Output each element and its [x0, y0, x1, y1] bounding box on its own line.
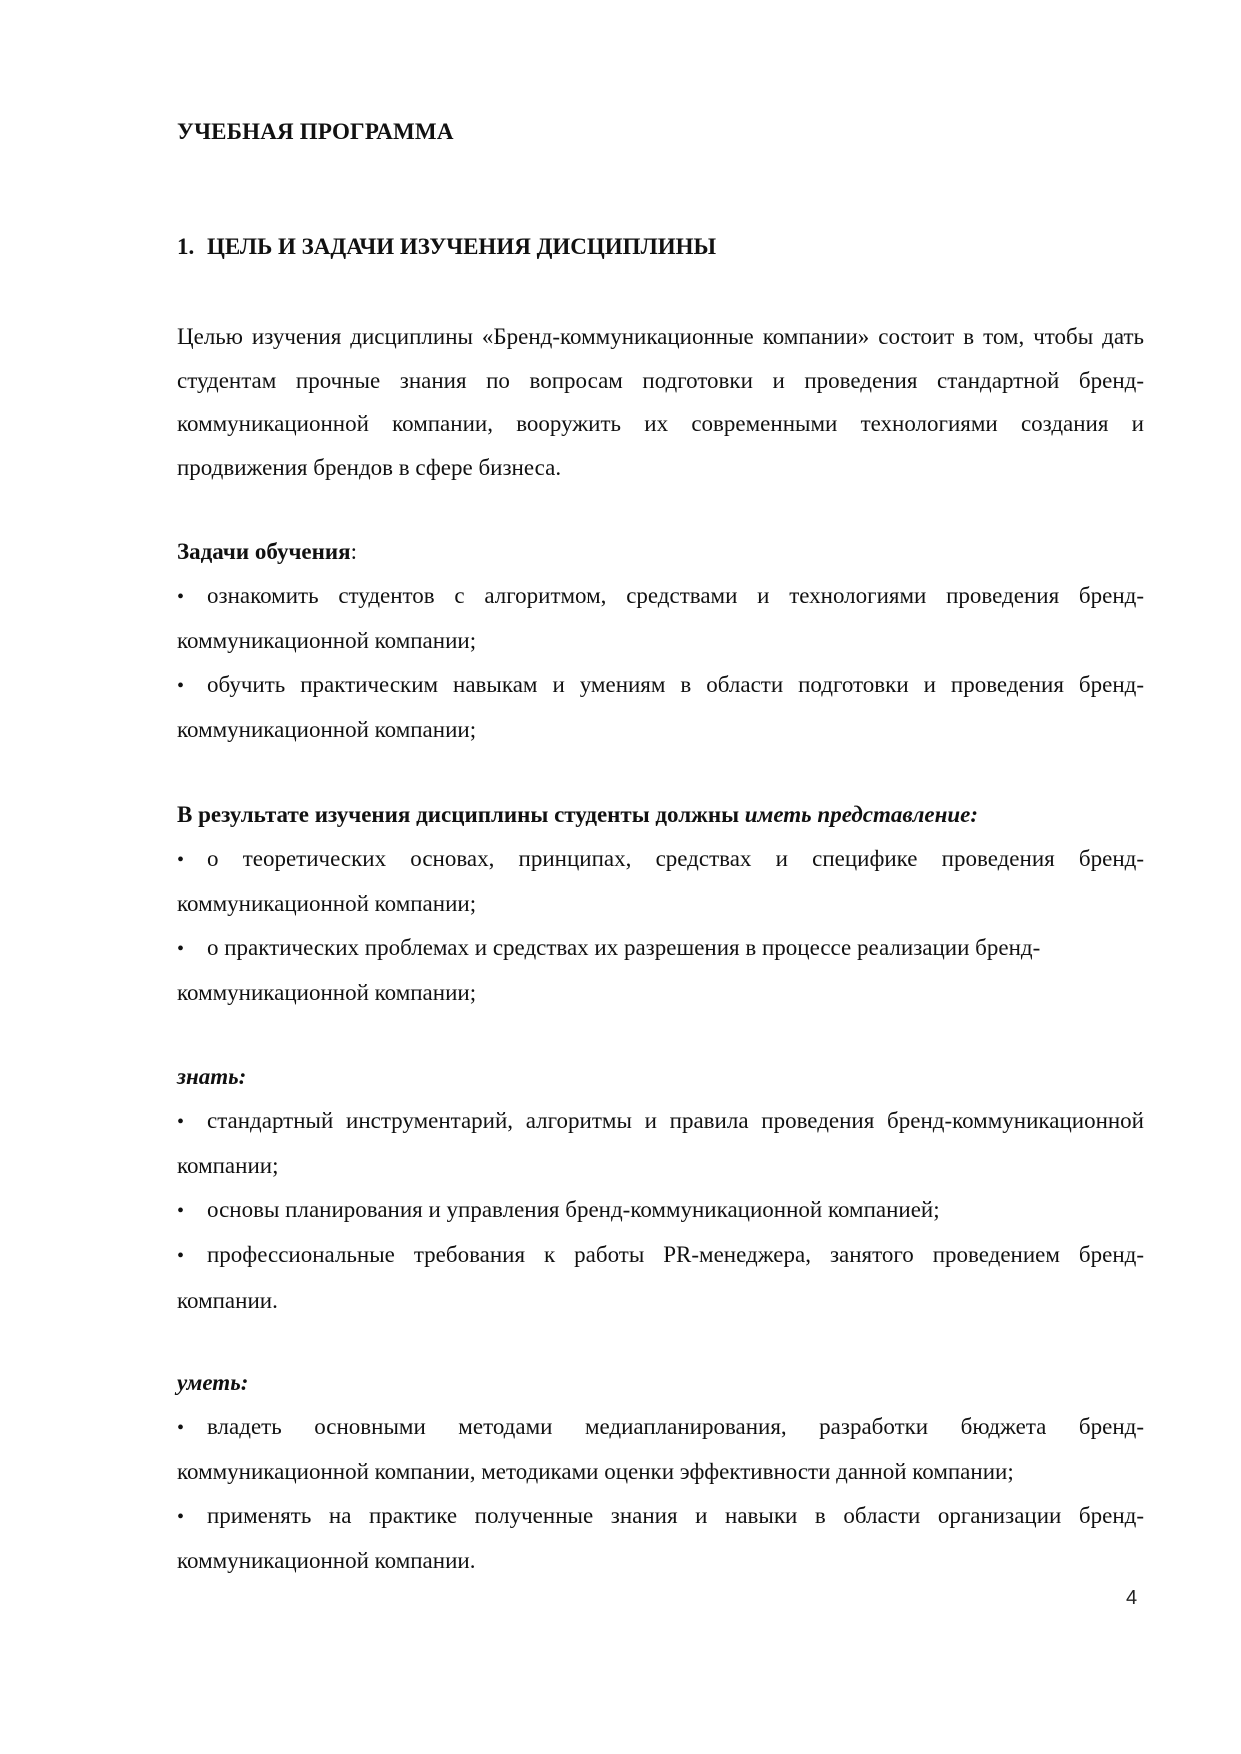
list-item — [177, 837, 1144, 926]
section-title: ЦЕЛЬ И ЗАДАЧИ ИЗУЧЕНИЯ ДИСЦИПЛИНЫ — [207, 234, 717, 259]
outcomes-heading-italic: иметь представление: — [744, 802, 979, 827]
bullet-icon: • — [177, 1199, 185, 1222]
can-label: уметь: — [177, 1370, 249, 1395]
list-item — [177, 1188, 1144, 1234]
know-list — [177, 1099, 1144, 1323]
outcomes-heading — [177, 793, 1144, 837]
list-item — [177, 663, 1144, 752]
bullet-icon: • — [177, 585, 185, 608]
tasks-heading-text: Задачи обучения — [177, 539, 351, 564]
tasks-heading-colon: : — [350, 539, 357, 564]
section-heading — [177, 233, 716, 261]
know-block — [177, 1055, 1144, 1322]
bullet-icon: • — [177, 1505, 185, 1528]
bullet-icon: • — [177, 937, 185, 960]
bullet-icon: • — [177, 674, 185, 697]
section-number: 1. — [177, 234, 195, 259]
can-list — [177, 1405, 1144, 1583]
list-item — [177, 1233, 1144, 1322]
page-number: 4 — [1126, 1587, 1138, 1609]
list-item-text: обучить практическим навыкам и умениям в области подготовки и проведения бренд-коммуникационной компании; — [177, 671, 1144, 742]
list-item-text: основы планирования и управления бренд-коммуникационной компанией; — [207, 1196, 940, 1222]
outcomes-heading-bold: В результате изучения дисциплины студенты должны — [177, 802, 745, 827]
bullet-icon: • — [177, 848, 185, 871]
outcomes-block — [177, 793, 1144, 1015]
can-block — [177, 1361, 1144, 1583]
list-item-text: о практических проблемах и средствах их разрешения в процессе реализации бренд-коммуникационной компании; — [177, 934, 1041, 1005]
intro-block — [177, 315, 1144, 489]
bullet-icon: • — [177, 1110, 185, 1133]
list-item — [177, 926, 1144, 1015]
list-item-text: применять на практике полученные знания и навыки в области организации бренд-коммуникационной компании. — [177, 1502, 1144, 1573]
intro-paragraph: Целью изучения дисциплины «Бренд-коммуникационные компании» состоит в том, чтобы дать студентам прочные знания по вопросам подготовки и проведения стандартной бренд-коммуникационной компании, вооружить их современными технологиями создания и продвижения брендов в сфере бизнеса. — [177, 324, 1144, 480]
document-page — [177, 0, 1144, 1754]
list-item-text: владеть основными методами медиапланирования, разработки бюджета бренд-коммуникационной компании, методиками оценки эффективности данной компании; — [177, 1413, 1144, 1484]
outcomes-list — [177, 837, 1144, 1015]
tasks-list — [177, 574, 1144, 752]
list-item-text: о теоретических основах, принципах, средствах и специфике проведения бренд-коммуникационной компании; — [177, 845, 1144, 916]
tasks-heading — [177, 530, 1144, 574]
tasks-block — [177, 530, 1144, 752]
document-title: УЧЕБНАЯ ПРОГРАММА — [177, 119, 454, 144]
list-item — [177, 1099, 1144, 1188]
know-label: знать: — [177, 1064, 247, 1089]
list-item — [177, 1494, 1144, 1583]
list-item-text: стандартный инструментарий, алгоритмы и правила проведения бренд-коммуникационной компании; — [177, 1107, 1144, 1178]
bullet-icon: • — [177, 1245, 185, 1267]
bullet-icon: • — [177, 1416, 185, 1439]
list-item-text: профессиональные требования к работы PR-менеджера, занятого проведением бренд-компании. — [177, 1242, 1144, 1313]
list-item — [177, 574, 1144, 663]
list-item-text: ознакомить студентов с алгоритмом, средствами и технологиями проведения бренд-коммуникационной компании; — [177, 582, 1144, 653]
list-item — [177, 1405, 1144, 1494]
